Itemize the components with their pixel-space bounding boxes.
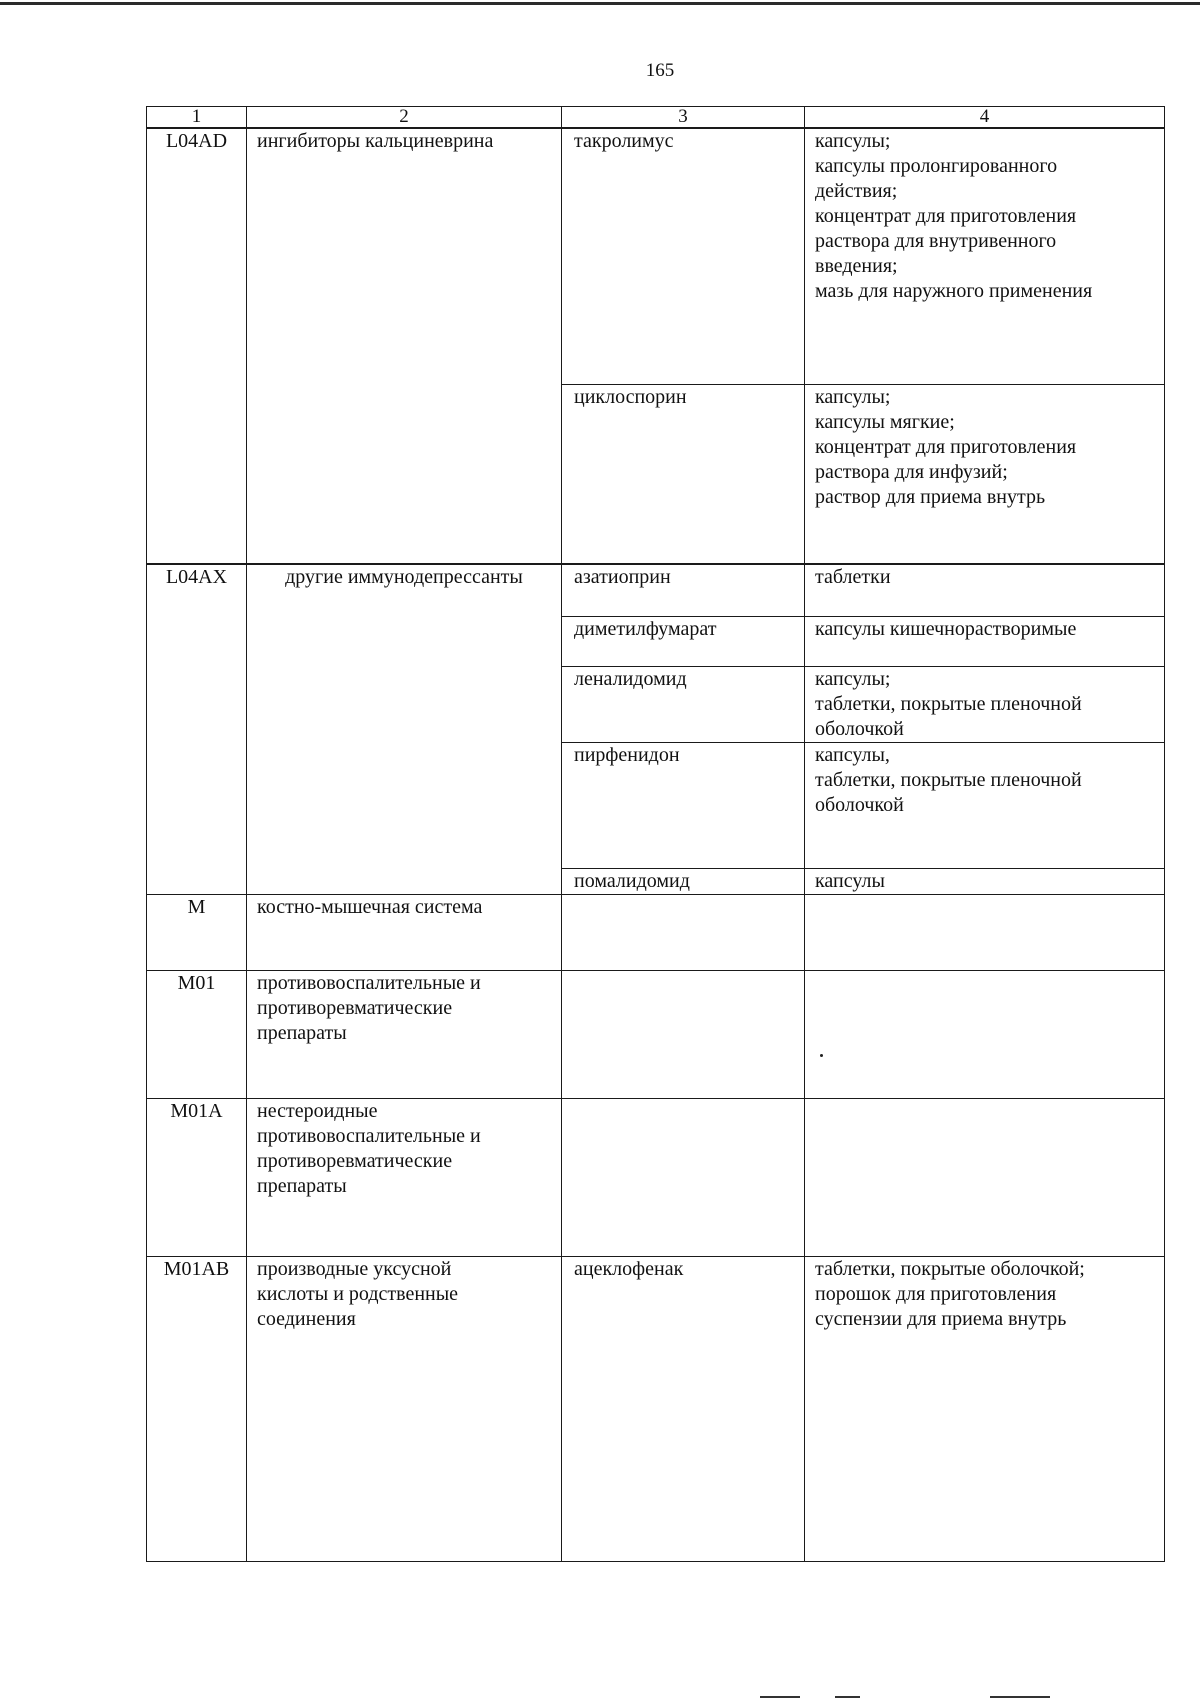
- dosage-form-line: концентрат для приготовления: [815, 205, 1077, 227]
- dosage-form-line: капсулы кишечнорастворимые: [815, 617, 1077, 640]
- dosage-form-line: оболочкой: [815, 793, 904, 816]
- dosage-forms-cell: [805, 128, 1165, 384]
- dosage-form-line: раствора для внутривенного: [815, 230, 1057, 252]
- drug-name-cell: азатиоприн: [562, 564, 805, 616]
- drug-name-cell: циклоспорин: [562, 384, 805, 564]
- dosage-forms-cell: [805, 868, 1165, 894]
- group-name-line: противоревматические: [257, 1149, 453, 1172]
- dosage-forms-cell: [805, 1256, 1165, 1561]
- table-row: [147, 894, 1165, 970]
- dosage-form-line: капсулы;: [815, 130, 891, 152]
- group-name-cell: [247, 128, 562, 564]
- dosage-form-line: таблетки, покрытые пленочной: [815, 692, 1082, 715]
- footer-rule: [990, 1696, 1050, 1698]
- table-row: [147, 1256, 1165, 1561]
- group-name-line: нестероидные: [257, 1099, 378, 1122]
- group-name-cell: [247, 1256, 562, 1561]
- drug-name-cell: [562, 894, 805, 970]
- dosage-form-line: оболочкой: [815, 717, 904, 740]
- dosage-form-line: раствор для приема внутрь: [815, 485, 1046, 508]
- dosage-form-line: концентрат для приготовления: [815, 435, 1077, 458]
- top-border-rule: [0, 2, 1200, 5]
- dosage-forms-cell: [805, 742, 1165, 868]
- dosage-form-line: таблетки, покрытые оболочкой;: [815, 1257, 1085, 1280]
- atc-code-cell: M01: [147, 970, 247, 1098]
- header-cell-4: 4: [805, 107, 1165, 129]
- group-name-line: костно-мышечная система: [257, 895, 483, 918]
- atc-code-cell: L04AX: [147, 564, 247, 894]
- group-name-line: ингибиторы кальциневрина: [257, 130, 494, 152]
- scan-speck: [820, 1054, 823, 1057]
- drug-name-cell: такролимус: [562, 128, 805, 384]
- dosage-form-line: капсулы;: [815, 385, 891, 408]
- table-row: [147, 128, 1165, 384]
- table-header-row: [147, 107, 1165, 129]
- dosage-form-line: раствора для инфузий;: [815, 460, 1008, 483]
- dosage-form-line: капсулы,: [815, 743, 890, 766]
- footer-rule: [835, 1696, 860, 1698]
- dosage-forms-cell: [805, 616, 1165, 666]
- group-name-cell: [247, 564, 562, 894]
- drug-name-cell: леналидомид: [562, 666, 805, 742]
- dosage-form-line: введения;: [815, 255, 898, 277]
- footer-rule: [760, 1696, 800, 1698]
- group-name-line: производные уксусной: [257, 1257, 452, 1280]
- group-name-line: другие иммунодепрессанты: [285, 566, 523, 588]
- header-cell-2: 2: [247, 107, 562, 129]
- dosage-form-line: капсулы мягкие;: [815, 410, 955, 433]
- table-row: [147, 1098, 1165, 1256]
- page-number: 165: [645, 60, 675, 81]
- dosage-forms-cell: [805, 894, 1165, 970]
- dosage-forms-cell: [805, 666, 1165, 742]
- dosage-form-line: таблетки, покрытые пленочной: [815, 768, 1082, 791]
- drug-name-cell: [562, 1098, 805, 1256]
- dosage-form-line: капсулы пролонгированного: [815, 155, 1058, 177]
- drug-name-cell: пирфенидон: [562, 742, 805, 868]
- dosage-form-line: таблетки: [815, 566, 891, 588]
- dosage-form-line: мазь для наружного применения: [815, 280, 1093, 302]
- dosage-form-line: капсулы;: [815, 667, 891, 690]
- drug-name-cell: диметилфумарат: [562, 616, 805, 666]
- dosage-form-line: капсулы: [815, 869, 885, 892]
- dosage-forms-cell: [805, 970, 1165, 1098]
- group-name-line: препараты: [257, 1174, 347, 1197]
- dosage-form-line: суспензии для приема внутрь: [815, 1307, 1067, 1330]
- group-name-line: кислоты и родственные: [257, 1282, 459, 1305]
- dosage-form-line: порошок для приготовления: [815, 1282, 1057, 1305]
- group-name-line: противовоспалительные и: [257, 1124, 481, 1147]
- group-name-cell: [247, 1098, 562, 1256]
- drug-name-cell: помалидомид: [562, 868, 805, 894]
- group-name-line: противовоспалительные и: [257, 971, 481, 994]
- dosage-forms-cell: [805, 384, 1165, 564]
- table-row: [147, 564, 1165, 616]
- header-cell-3: 3: [562, 107, 805, 129]
- group-name-line: соединения: [257, 1307, 356, 1330]
- group-name-line: препараты: [257, 1021, 347, 1044]
- header-cell-1: 1: [147, 107, 247, 129]
- atc-code-cell: M: [147, 894, 247, 970]
- dosage-forms-cell: [805, 564, 1165, 616]
- atc-code-cell: M01AB: [147, 1256, 247, 1561]
- table-row: [147, 970, 1165, 1098]
- drug-name-cell: ацеклофенак: [562, 1256, 805, 1561]
- group-name-cell: [247, 894, 562, 970]
- group-name-cell: [247, 970, 562, 1098]
- drug-name-cell: [562, 970, 805, 1098]
- dosage-form-line: действия;: [815, 180, 898, 202]
- dosage-forms-cell: [805, 1098, 1165, 1256]
- atc-code-cell: M01A: [147, 1098, 247, 1256]
- drug-list-table: [146, 106, 1165, 1562]
- atc-code-cell: L04AD: [147, 128, 247, 564]
- group-name-line: противоревматические: [257, 996, 453, 1019]
